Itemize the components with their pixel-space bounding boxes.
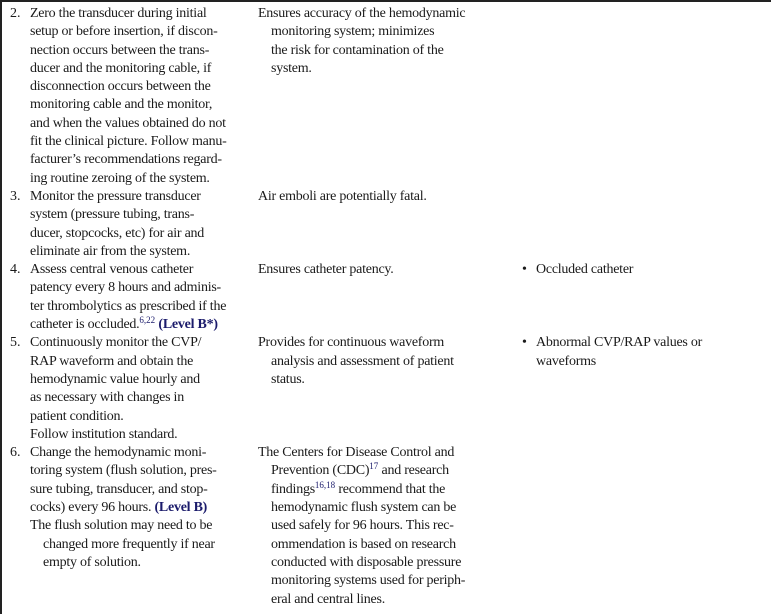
- report-cell: [522, 188, 536, 261]
- text-segment: ter thrombolytics as prescribed if the: [30, 298, 227, 314]
- text-segment: and research: [378, 463, 449, 479]
- action-cell: [2, 261, 258, 334]
- evidence-level: (Level B): [154, 500, 208, 516]
- table-row: [2, 334, 769, 444]
- action-paragraph: [30, 188, 258, 261]
- table-row: [2, 261, 769, 334]
- action-paragraph: [30, 444, 258, 517]
- text-line: [536, 334, 702, 352]
- text-line: [30, 517, 258, 535]
- text-line: [271, 42, 514, 60]
- step-number: 5.: [10, 335, 21, 351]
- report-cell: [522, 444, 536, 609]
- text-segment: Ensures accuracy of the hemodynamic: [258, 6, 466, 21]
- text-line: [30, 60, 258, 78]
- text-segment: Occluded catheter: [536, 262, 634, 278]
- text-segment: changed more frequently if near: [43, 536, 215, 552]
- action-paragraph: [30, 5, 258, 188]
- table-row: [2, 444, 769, 609]
- text-segment: disconnection occurs between the: [30, 79, 211, 95]
- text-segment: analysis and assessment of patient: [271, 353, 454, 369]
- text-segment: ducer and the monitoring cable, if: [30, 60, 212, 76]
- text-segment: hemodynamic value hourly and: [30, 371, 200, 387]
- text-segment: system (pressure tubing, trans-: [30, 207, 195, 223]
- evidence-level: (Level B*): [158, 317, 218, 333]
- text-line: [536, 261, 633, 279]
- text-segment: recommend that the: [335, 481, 446, 497]
- rationale-cell: [258, 188, 514, 261]
- text-segment: Abnormal CVP/RAP values or: [536, 335, 703, 351]
- action-paragraph: [30, 517, 258, 572]
- procedure-table: [2, 5, 769, 609]
- text-line: [30, 188, 258, 206]
- text-line: [271, 353, 514, 371]
- text-line: [30, 371, 258, 389]
- text-line: [30, 133, 258, 151]
- text-segment: patency every 8 hours and adminis-: [30, 280, 221, 296]
- text-line: [30, 96, 258, 114]
- text-segment: findings: [271, 481, 315, 497]
- text-segment: facturer’s recommendations regard-: [30, 152, 222, 168]
- text-line: [271, 481, 514, 499]
- text-line: [271, 591, 514, 609]
- text-segment: monitoring system; minimizes: [271, 24, 435, 40]
- text-segment: Continuously monitor the CVP/: [30, 335, 202, 351]
- text-segment: Zero the transducer during initial: [30, 6, 207, 21]
- text-line: [271, 572, 514, 590]
- text-line: [258, 261, 514, 279]
- bullet-icon: •: [522, 262, 527, 278]
- text-line: [30, 225, 258, 243]
- text-line: [258, 5, 514, 23]
- text-line: [30, 151, 258, 169]
- rationale-cell: [258, 334, 514, 444]
- action-cell: [2, 188, 258, 261]
- step-number: 6.: [10, 445, 21, 461]
- text-line: [271, 536, 514, 554]
- text-segment: system.: [271, 60, 312, 76]
- text-segment: patient condition.: [30, 408, 124, 424]
- table-row: [2, 5, 769, 188]
- text-segment: ommendation is based on research: [271, 536, 456, 552]
- text-segment: hemodynamic flush system can be: [271, 500, 457, 516]
- text-line: [30, 298, 258, 316]
- text-segment: Monitor the pressure transducer: [30, 188, 201, 204]
- step-number: 4.: [10, 262, 21, 278]
- text-segment: ing routine zeroing of the system.: [30, 170, 210, 186]
- text-segment: monitoring cable and the monitor,: [30, 97, 213, 113]
- text-segment: empty of solution.: [43, 554, 141, 570]
- text-line: [271, 371, 514, 389]
- table-row: [2, 188, 769, 261]
- text-segment: the risk for contamination of the: [271, 42, 444, 58]
- text-segment: fit the clinical picture. Follow manu-: [30, 134, 227, 150]
- text-line: [30, 481, 258, 499]
- text-line: [271, 462, 514, 480]
- text-line: [30, 243, 258, 261]
- text-segment: eral and central lines.: [271, 591, 385, 607]
- text-segment: status.: [271, 371, 305, 387]
- text-segment: Ensures catheter patency.: [258, 262, 394, 278]
- action-cell: [2, 5, 258, 188]
- action-paragraph: [30, 426, 258, 444]
- text-line: [30, 23, 258, 41]
- rationale-cell: [258, 261, 514, 334]
- text-segment: The flush solution may need to be: [30, 518, 213, 534]
- text-segment: Provides for continuous waveform: [258, 335, 445, 351]
- citation-superscript: 6,22: [139, 315, 156, 326]
- text-line: [30, 316, 258, 334]
- text-line: [30, 206, 258, 224]
- text-line: [30, 536, 258, 554]
- text-line: [30, 334, 258, 352]
- text-line: [271, 499, 514, 517]
- step-number: 2.: [10, 6, 21, 21]
- text-line: [271, 554, 514, 572]
- text-segment: Air emboli are potentially fatal.: [258, 188, 427, 204]
- text-segment: used safely for 96 hours. This rec-: [271, 518, 454, 534]
- text-line: [271, 517, 514, 535]
- report-cell: [522, 261, 633, 334]
- text-line: [30, 408, 258, 426]
- rationale-cell: [258, 5, 514, 188]
- step-number: 3.: [10, 188, 21, 204]
- text-segment: sure tubing, transducer, and stop-: [30, 481, 208, 497]
- text-line: [30, 444, 258, 462]
- text-line: [30, 554, 258, 572]
- text-line: [30, 5, 258, 23]
- report-cell: [522, 5, 536, 188]
- text-segment: setup or before insertion, if discon-: [30, 24, 218, 40]
- action-cell: [2, 444, 258, 609]
- text-segment: Prevention (CDC): [271, 463, 370, 479]
- text-line: [30, 389, 258, 407]
- text-line: [258, 188, 514, 206]
- text-line: [30, 78, 258, 96]
- citation-superscript: 16,18: [314, 479, 336, 490]
- text-line: [30, 426, 258, 444]
- rationale-cell: [258, 444, 514, 609]
- text-segment: Follow institution standard.: [30, 426, 178, 442]
- text-line: [30, 462, 258, 480]
- text-segment: toring system (flush solution, pres-: [30, 463, 217, 479]
- bullet-icon: •: [522, 335, 527, 351]
- text-line: [30, 353, 258, 371]
- text-segment: ducer, stopcocks, etc) for air and: [30, 225, 205, 241]
- report-cell: [522, 334, 702, 444]
- action-paragraph: [30, 334, 258, 425]
- text-segment: eliminate air from the system.: [30, 243, 191, 259]
- text-segment: Assess central venous catheter: [30, 262, 194, 278]
- text-segment: monitoring systems used for periph-: [271, 573, 466, 589]
- text-segment: The Centers for Disease Control and: [258, 445, 455, 461]
- text-segment: Change the hemodynamic moni-: [30, 445, 207, 461]
- text-line: [271, 60, 514, 78]
- text-segment: RAP waveform and obtain the: [30, 353, 194, 369]
- text-line: [30, 42, 258, 60]
- text-segment: waveforms: [536, 353, 596, 369]
- text-line: [271, 23, 514, 41]
- text-segment: conducted with disposable pressure: [271, 554, 462, 570]
- text-line: [258, 444, 514, 462]
- text-line: [258, 334, 514, 352]
- text-line: [30, 170, 258, 188]
- text-line: [30, 261, 258, 279]
- action-paragraph: [30, 261, 258, 334]
- text-line: [30, 499, 258, 517]
- text-segment: nection occurs between the trans-: [30, 42, 210, 58]
- text-line: [536, 353, 702, 371]
- text-line: [30, 279, 258, 297]
- text-line: [30, 115, 258, 133]
- text-segment: and when the values obtained do not: [30, 115, 226, 131]
- text-segment: as necessary with changes in: [30, 390, 184, 406]
- text-segment: catheter is occluded.: [30, 317, 140, 333]
- citation-superscript: 17: [369, 461, 379, 472]
- action-cell: [2, 334, 258, 444]
- text-segment: cocks) every 96 hours.: [30, 500, 155, 516]
